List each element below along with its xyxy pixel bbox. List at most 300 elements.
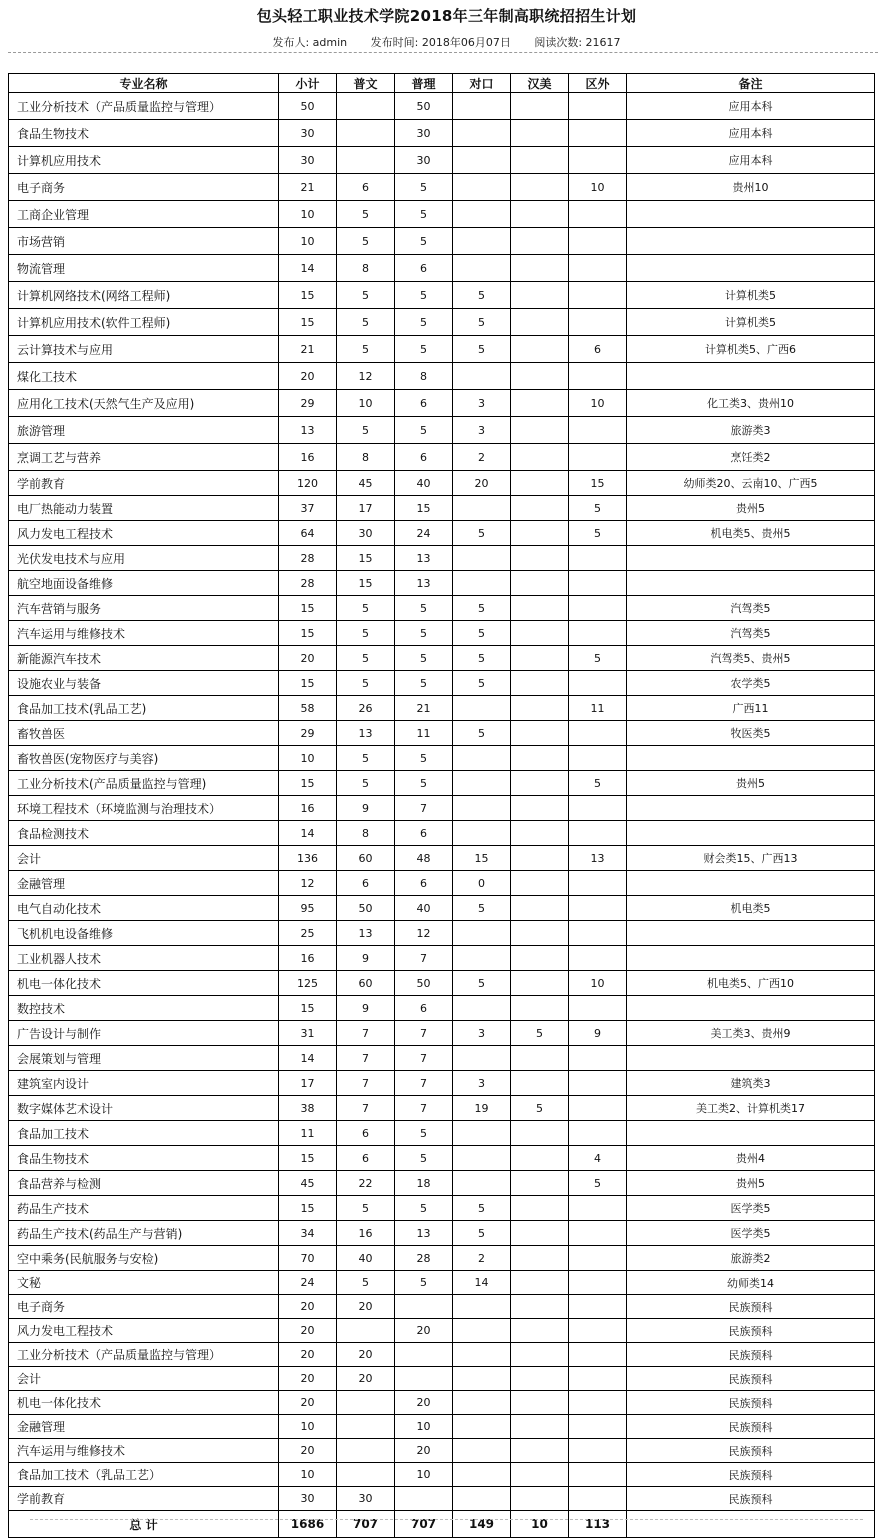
vocational-cell: 0 <box>453 871 511 896</box>
table-row <box>9 1367 875 1391</box>
remarks-cell: 民族预科 <box>627 1439 875 1463</box>
major-name-cell: 文秘 <box>9 1271 279 1295</box>
major-name-cell: 汽车运用与维修技术 <box>9 621 279 646</box>
arts-cell: 50 <box>337 896 395 921</box>
han-art-cell: 5 <box>511 1096 569 1121</box>
major-name-cell: 食品检测技术 <box>9 821 279 846</box>
publisher-label: 发布人: admin <box>272 36 348 49</box>
major-name-cell: 食品生物技术 <box>9 120 279 147</box>
remarks-cell: 民族预科 <box>627 1367 875 1391</box>
out-of-region-cell <box>569 255 627 282</box>
remarks-cell: 美工类3、贵州9 <box>627 1021 875 1046</box>
science-cell: 8 <box>395 363 453 390</box>
major-name-cell: 广告设计与制作 <box>9 1021 279 1046</box>
out-of-region-cell <box>569 309 627 336</box>
major-name-cell: 会展策划与管理 <box>9 1046 279 1071</box>
vocational-cell: 5 <box>453 646 511 671</box>
major-name-cell: 设施农业与装备 <box>9 671 279 696</box>
vocational-cell: 5 <box>453 1221 511 1246</box>
arts-cell: 8 <box>337 444 395 471</box>
table-row <box>9 336 875 363</box>
major-name-cell: 畜牧兽医 <box>9 721 279 746</box>
science-cell: 20 <box>395 1391 453 1415</box>
arts-cell: 17 <box>337 496 395 521</box>
vocational-cell: 5 <box>453 721 511 746</box>
out-of-region-cell <box>569 1246 627 1271</box>
major-name-cell: 汽车营销与服务 <box>9 596 279 621</box>
han-art-cell: 5 <box>511 1021 569 1046</box>
arts-cell <box>337 1415 395 1439</box>
out-of-region-cell <box>569 796 627 821</box>
vocational-cell: 3 <box>453 390 511 417</box>
han-art-cell <box>511 1343 569 1367</box>
header-arts: 普文 <box>337 74 395 93</box>
subtotal-cell: 50 <box>279 93 337 120</box>
remarks-cell: 烹饪类2 <box>627 444 875 471</box>
science-cell: 7 <box>395 1021 453 1046</box>
han-art-cell <box>511 596 569 621</box>
science-cell: 13 <box>395 1221 453 1246</box>
remarks-cell <box>627 571 875 596</box>
table-row <box>9 571 875 596</box>
arts-cell <box>337 1463 395 1487</box>
vocational-cell: 5 <box>453 336 511 363</box>
science-cell: 6 <box>395 444 453 471</box>
remarks-cell: 汽驾类5 <box>627 596 875 621</box>
out-of-region-cell <box>569 1046 627 1071</box>
vocational-cell <box>453 363 511 390</box>
out-of-region-cell <box>569 546 627 571</box>
out-of-region-cell <box>569 1319 627 1343</box>
subtotal-cell: 15 <box>279 621 337 646</box>
han-art-cell <box>511 1246 569 1271</box>
table-row <box>9 1096 875 1121</box>
subtotal-cell: 20 <box>279 1343 337 1367</box>
out-of-region-cell <box>569 228 627 255</box>
table-row <box>9 1295 875 1319</box>
out-of-region-cell <box>569 1391 627 1415</box>
han-art-cell <box>511 1196 569 1221</box>
out-of-region-cell <box>569 1367 627 1391</box>
science-cell: 6 <box>395 821 453 846</box>
vocational-cell: 3 <box>453 1021 511 1046</box>
han-art-cell <box>511 896 569 921</box>
subtotal-cell: 95 <box>279 896 337 921</box>
vocational-cell <box>453 921 511 946</box>
han-art-cell <box>511 1146 569 1171</box>
arts-cell: 8 <box>337 821 395 846</box>
arts-cell <box>337 1319 395 1343</box>
remarks-cell: 医学类5 <box>627 1221 875 1246</box>
vocational-cell <box>453 796 511 821</box>
out-of-region-cell <box>569 1439 627 1463</box>
han-art-cell <box>511 546 569 571</box>
subtotal-cell: 16 <box>279 946 337 971</box>
vocational-cell: 5 <box>453 971 511 996</box>
science-cell: 6 <box>395 390 453 417</box>
han-art-cell <box>511 921 569 946</box>
arts-cell: 7 <box>337 1096 395 1121</box>
han-art-cell <box>511 671 569 696</box>
science-cell: 50 <box>395 971 453 996</box>
vocational-cell <box>453 1295 511 1319</box>
table-row <box>9 646 875 671</box>
enrollment-plan-table <box>8 73 875 1538</box>
out-of-region-cell: 4 <box>569 1146 627 1171</box>
remarks-cell: 农学类5 <box>627 671 875 696</box>
han-art-cell <box>511 821 569 846</box>
science-cell: 5 <box>395 671 453 696</box>
science-cell: 50 <box>395 93 453 120</box>
major-name-cell: 电厂热能动力装置 <box>9 496 279 521</box>
table-row <box>9 363 875 390</box>
subtotal-cell: 15 <box>279 1196 337 1221</box>
table-row <box>9 1196 875 1221</box>
remarks-cell: 建筑类3 <box>627 1071 875 1096</box>
han-art-cell <box>511 1121 569 1146</box>
table-row <box>9 1391 875 1415</box>
out-of-region-cell <box>569 821 627 846</box>
remarks-cell <box>627 1121 875 1146</box>
subtotal-cell: 11 <box>279 1121 337 1146</box>
science-cell: 28 <box>395 1246 453 1271</box>
han-art-cell <box>511 1221 569 1246</box>
out-of-region-cell <box>569 1415 627 1439</box>
subtotal-cell: 20 <box>279 1295 337 1319</box>
out-of-region-cell <box>569 896 627 921</box>
subtotal-cell: 64 <box>279 521 337 546</box>
vocational-cell <box>453 174 511 201</box>
table-row <box>9 871 875 896</box>
arts-cell: 5 <box>337 596 395 621</box>
out-of-region-cell <box>569 1271 627 1295</box>
out-of-region-cell <box>569 721 627 746</box>
science-cell: 30 <box>395 147 453 174</box>
vocational-cell: 5 <box>453 596 511 621</box>
table-row <box>9 309 875 336</box>
subtotal-cell: 37 <box>279 496 337 521</box>
out-of-region-cell <box>569 201 627 228</box>
subtotal-cell: 20 <box>279 1319 337 1343</box>
table-row <box>9 746 875 771</box>
major-name-cell: 食品加工技术 <box>9 1121 279 1146</box>
header-major-name: 专业名称 <box>9 74 279 93</box>
major-name-cell: 畜牧兽医(宠物医疗与美容) <box>9 746 279 771</box>
han-art-cell <box>511 796 569 821</box>
subtotal-cell: 29 <box>279 721 337 746</box>
major-name-cell: 学前教育 <box>9 1487 279 1511</box>
out-of-region-cell <box>569 621 627 646</box>
subtotal-cell: 38 <box>279 1096 337 1121</box>
footer-divider <box>30 1519 863 1520</box>
science-cell: 48 <box>395 846 453 871</box>
arts-cell: 9 <box>337 946 395 971</box>
han-art-cell <box>511 846 569 871</box>
remarks-cell <box>627 201 875 228</box>
arts-cell: 6 <box>337 1146 395 1171</box>
han-art-cell <box>511 721 569 746</box>
arts-cell: 45 <box>337 471 395 496</box>
out-of-region-cell <box>569 120 627 147</box>
han-art-cell <box>511 417 569 444</box>
subtotal-cell: 29 <box>279 390 337 417</box>
major-name-cell: 电子商务 <box>9 1295 279 1319</box>
arts-cell: 7 <box>337 1071 395 1096</box>
han-art-cell <box>511 646 569 671</box>
out-of-region-cell <box>569 282 627 309</box>
vocational-cell <box>453 746 511 771</box>
major-name-cell: 旅游管理 <box>9 417 279 444</box>
table-row <box>9 846 875 871</box>
remarks-cell: 汽驾类5 <box>627 621 875 646</box>
subtotal-cell: 10 <box>279 746 337 771</box>
remarks-cell <box>627 363 875 390</box>
subtotal-cell: 30 <box>279 1487 337 1511</box>
vocational-cell <box>453 1343 511 1367</box>
remarks-cell: 幼师类20、云南10、广西5 <box>627 471 875 496</box>
vocational-cell: 2 <box>453 444 511 471</box>
major-name-cell: 金融管理 <box>9 1415 279 1439</box>
remarks-cell: 民族预科 <box>627 1391 875 1415</box>
total-vocational: 149 <box>453 1511 511 1538</box>
out-of-region-cell <box>569 1487 627 1511</box>
vocational-cell: 19 <box>453 1096 511 1121</box>
header-han-art: 汉美 <box>511 74 569 93</box>
subtotal-cell: 10 <box>279 1463 337 1487</box>
major-name-cell: 数字媒体艺术设计 <box>9 1096 279 1121</box>
out-of-region-cell <box>569 147 627 174</box>
table-row <box>9 1319 875 1343</box>
table-row <box>9 1439 875 1463</box>
out-of-region-cell <box>569 1221 627 1246</box>
remarks-cell <box>627 746 875 771</box>
vocational-cell: 5 <box>453 282 511 309</box>
subtotal-cell: 16 <box>279 444 337 471</box>
subtotal-cell: 15 <box>279 771 337 796</box>
table-row <box>9 390 875 417</box>
out-of-region-cell <box>569 1121 627 1146</box>
vocational-cell: 3 <box>453 417 511 444</box>
arts-cell <box>337 93 395 120</box>
remarks-cell: 计算机类5 <box>627 309 875 336</box>
out-of-region-cell <box>569 1096 627 1121</box>
major-name-cell: 烹调工艺与营养 <box>9 444 279 471</box>
remarks-cell: 机电类5、广西10 <box>627 971 875 996</box>
arts-cell: 60 <box>337 971 395 996</box>
vocational-cell <box>453 1439 511 1463</box>
science-cell: 40 <box>395 471 453 496</box>
major-name-cell: 工业分析技术(产品质量监控与管理) <box>9 771 279 796</box>
major-name-cell: 机电一体化技术 <box>9 1391 279 1415</box>
major-name-cell: 电气自动化技术 <box>9 896 279 921</box>
vocational-cell: 14 <box>453 1271 511 1295</box>
out-of-region-cell <box>569 671 627 696</box>
arts-cell <box>337 120 395 147</box>
table-row <box>9 201 875 228</box>
major-name-cell: 应用化工技术(天然气生产及应用) <box>9 390 279 417</box>
major-name-cell: 工业分析技术（产品质量监控与管理） <box>9 1343 279 1367</box>
table-row <box>9 596 875 621</box>
vocational-cell <box>453 1171 511 1196</box>
out-of-region-cell: 5 <box>569 771 627 796</box>
vocational-cell <box>453 93 511 120</box>
science-cell: 5 <box>395 1146 453 1171</box>
header-subtotal: 小计 <box>279 74 337 93</box>
total-subtotal: 1686 <box>279 1511 337 1538</box>
table-row <box>9 1046 875 1071</box>
subtotal-cell: 136 <box>279 846 337 871</box>
major-name-cell: 电子商务 <box>9 174 279 201</box>
major-name-cell: 计算机应用技术 <box>9 147 279 174</box>
arts-cell: 5 <box>337 228 395 255</box>
major-name-cell: 工业机器人技术 <box>9 946 279 971</box>
han-art-cell <box>511 971 569 996</box>
remarks-cell: 化工类3、贵州10 <box>627 390 875 417</box>
science-cell <box>395 1367 453 1391</box>
table-row <box>9 696 875 721</box>
table-row <box>9 1246 875 1271</box>
subtotal-cell: 20 <box>279 646 337 671</box>
remarks-cell: 应用本科 <box>627 93 875 120</box>
subtotal-cell: 14 <box>279 821 337 846</box>
table-row <box>9 120 875 147</box>
table-row <box>9 771 875 796</box>
remarks-cell: 计算机类5、广西6 <box>627 336 875 363</box>
table-row <box>9 671 875 696</box>
han-art-cell <box>511 946 569 971</box>
han-art-cell <box>511 1487 569 1511</box>
major-name-cell: 工商企业管理 <box>9 201 279 228</box>
out-of-region-cell <box>569 1196 627 1221</box>
vocational-cell <box>453 1391 511 1415</box>
subtotal-cell: 45 <box>279 1171 337 1196</box>
table-row <box>9 1343 875 1367</box>
out-of-region-cell <box>569 1071 627 1096</box>
science-cell: 30 <box>395 120 453 147</box>
science-cell: 5 <box>395 336 453 363</box>
out-of-region-cell: 13 <box>569 846 627 871</box>
out-of-region-cell <box>569 1463 627 1487</box>
vocational-cell: 5 <box>453 309 511 336</box>
subtotal-cell: 120 <box>279 471 337 496</box>
header-science: 普理 <box>395 74 453 93</box>
arts-cell <box>337 147 395 174</box>
title-divider <box>8 52 878 53</box>
table-row <box>9 721 875 746</box>
science-cell <box>395 1295 453 1319</box>
remarks-cell: 计算机类5 <box>627 282 875 309</box>
arts-cell: 6 <box>337 871 395 896</box>
han-art-cell <box>511 471 569 496</box>
remarks-cell <box>627 255 875 282</box>
out-of-region-cell <box>569 93 627 120</box>
arts-cell: 5 <box>337 621 395 646</box>
han-art-cell <box>511 147 569 174</box>
remarks-cell <box>627 921 875 946</box>
han-art-cell <box>511 996 569 1021</box>
major-name-cell: 空中乘务(民航服务与安检) <box>9 1246 279 1271</box>
science-cell: 7 <box>395 1096 453 1121</box>
han-art-cell <box>511 696 569 721</box>
vocational-cell <box>453 546 511 571</box>
out-of-region-cell: 10 <box>569 971 627 996</box>
vocational-cell <box>453 1487 511 1511</box>
vocational-cell <box>453 821 511 846</box>
table-row <box>9 282 875 309</box>
remarks-cell: 机电类5、贵州5 <box>627 521 875 546</box>
total-row <box>9 1511 875 1538</box>
arts-cell: 12 <box>337 363 395 390</box>
han-art-cell <box>511 336 569 363</box>
table-row <box>9 1271 875 1295</box>
han-art-cell <box>511 1439 569 1463</box>
subtotal-cell: 58 <box>279 696 337 721</box>
vocational-cell: 5 <box>453 521 511 546</box>
major-name-cell: 航空地面设备维修 <box>9 571 279 596</box>
science-cell: 5 <box>395 1121 453 1146</box>
out-of-region-cell <box>569 1295 627 1319</box>
science-cell: 6 <box>395 255 453 282</box>
vocational-cell <box>453 201 511 228</box>
remarks-cell: 机电类5 <box>627 896 875 921</box>
subtotal-cell: 21 <box>279 336 337 363</box>
out-of-region-cell <box>569 444 627 471</box>
subtotal-cell: 20 <box>279 1391 337 1415</box>
major-name-cell: 会计 <box>9 846 279 871</box>
remarks-cell: 贵州5 <box>627 496 875 521</box>
science-cell: 5 <box>395 174 453 201</box>
remarks-cell: 民族预科 <box>627 1415 875 1439</box>
table-row <box>9 255 875 282</box>
science-cell: 40 <box>395 896 453 921</box>
table-row <box>9 1171 875 1196</box>
vocational-cell <box>453 1121 511 1146</box>
out-of-region-cell <box>569 363 627 390</box>
major-name-cell: 数控技术 <box>9 996 279 1021</box>
out-of-region-cell <box>569 596 627 621</box>
remarks-cell: 民族预科 <box>627 1319 875 1343</box>
arts-cell: 10 <box>337 390 395 417</box>
remarks-cell: 贵州5 <box>627 1171 875 1196</box>
han-art-cell <box>511 444 569 471</box>
han-art-cell <box>511 1319 569 1343</box>
han-art-cell <box>511 1415 569 1439</box>
table-row <box>9 1071 875 1096</box>
major-name-cell: 建筑室内设计 <box>9 1071 279 1096</box>
science-cell <box>395 1343 453 1367</box>
remarks-cell <box>627 1046 875 1071</box>
subtotal-cell: 20 <box>279 363 337 390</box>
han-art-cell <box>511 282 569 309</box>
major-name-cell: 风力发电工程技术 <box>9 1319 279 1343</box>
science-cell: 7 <box>395 796 453 821</box>
arts-cell: 5 <box>337 309 395 336</box>
out-of-region-cell <box>569 417 627 444</box>
arts-cell: 13 <box>337 921 395 946</box>
table-body <box>9 93 875 1511</box>
science-cell: 7 <box>395 946 453 971</box>
arts-cell <box>337 1439 395 1463</box>
out-of-region-cell: 6 <box>569 336 627 363</box>
han-art-cell <box>511 1071 569 1096</box>
table-row <box>9 1487 875 1511</box>
table-row <box>9 796 875 821</box>
arts-cell: 30 <box>337 521 395 546</box>
science-cell: 7 <box>395 1046 453 1071</box>
han-art-cell <box>511 571 569 596</box>
science-cell: 5 <box>395 771 453 796</box>
vocational-cell <box>453 255 511 282</box>
